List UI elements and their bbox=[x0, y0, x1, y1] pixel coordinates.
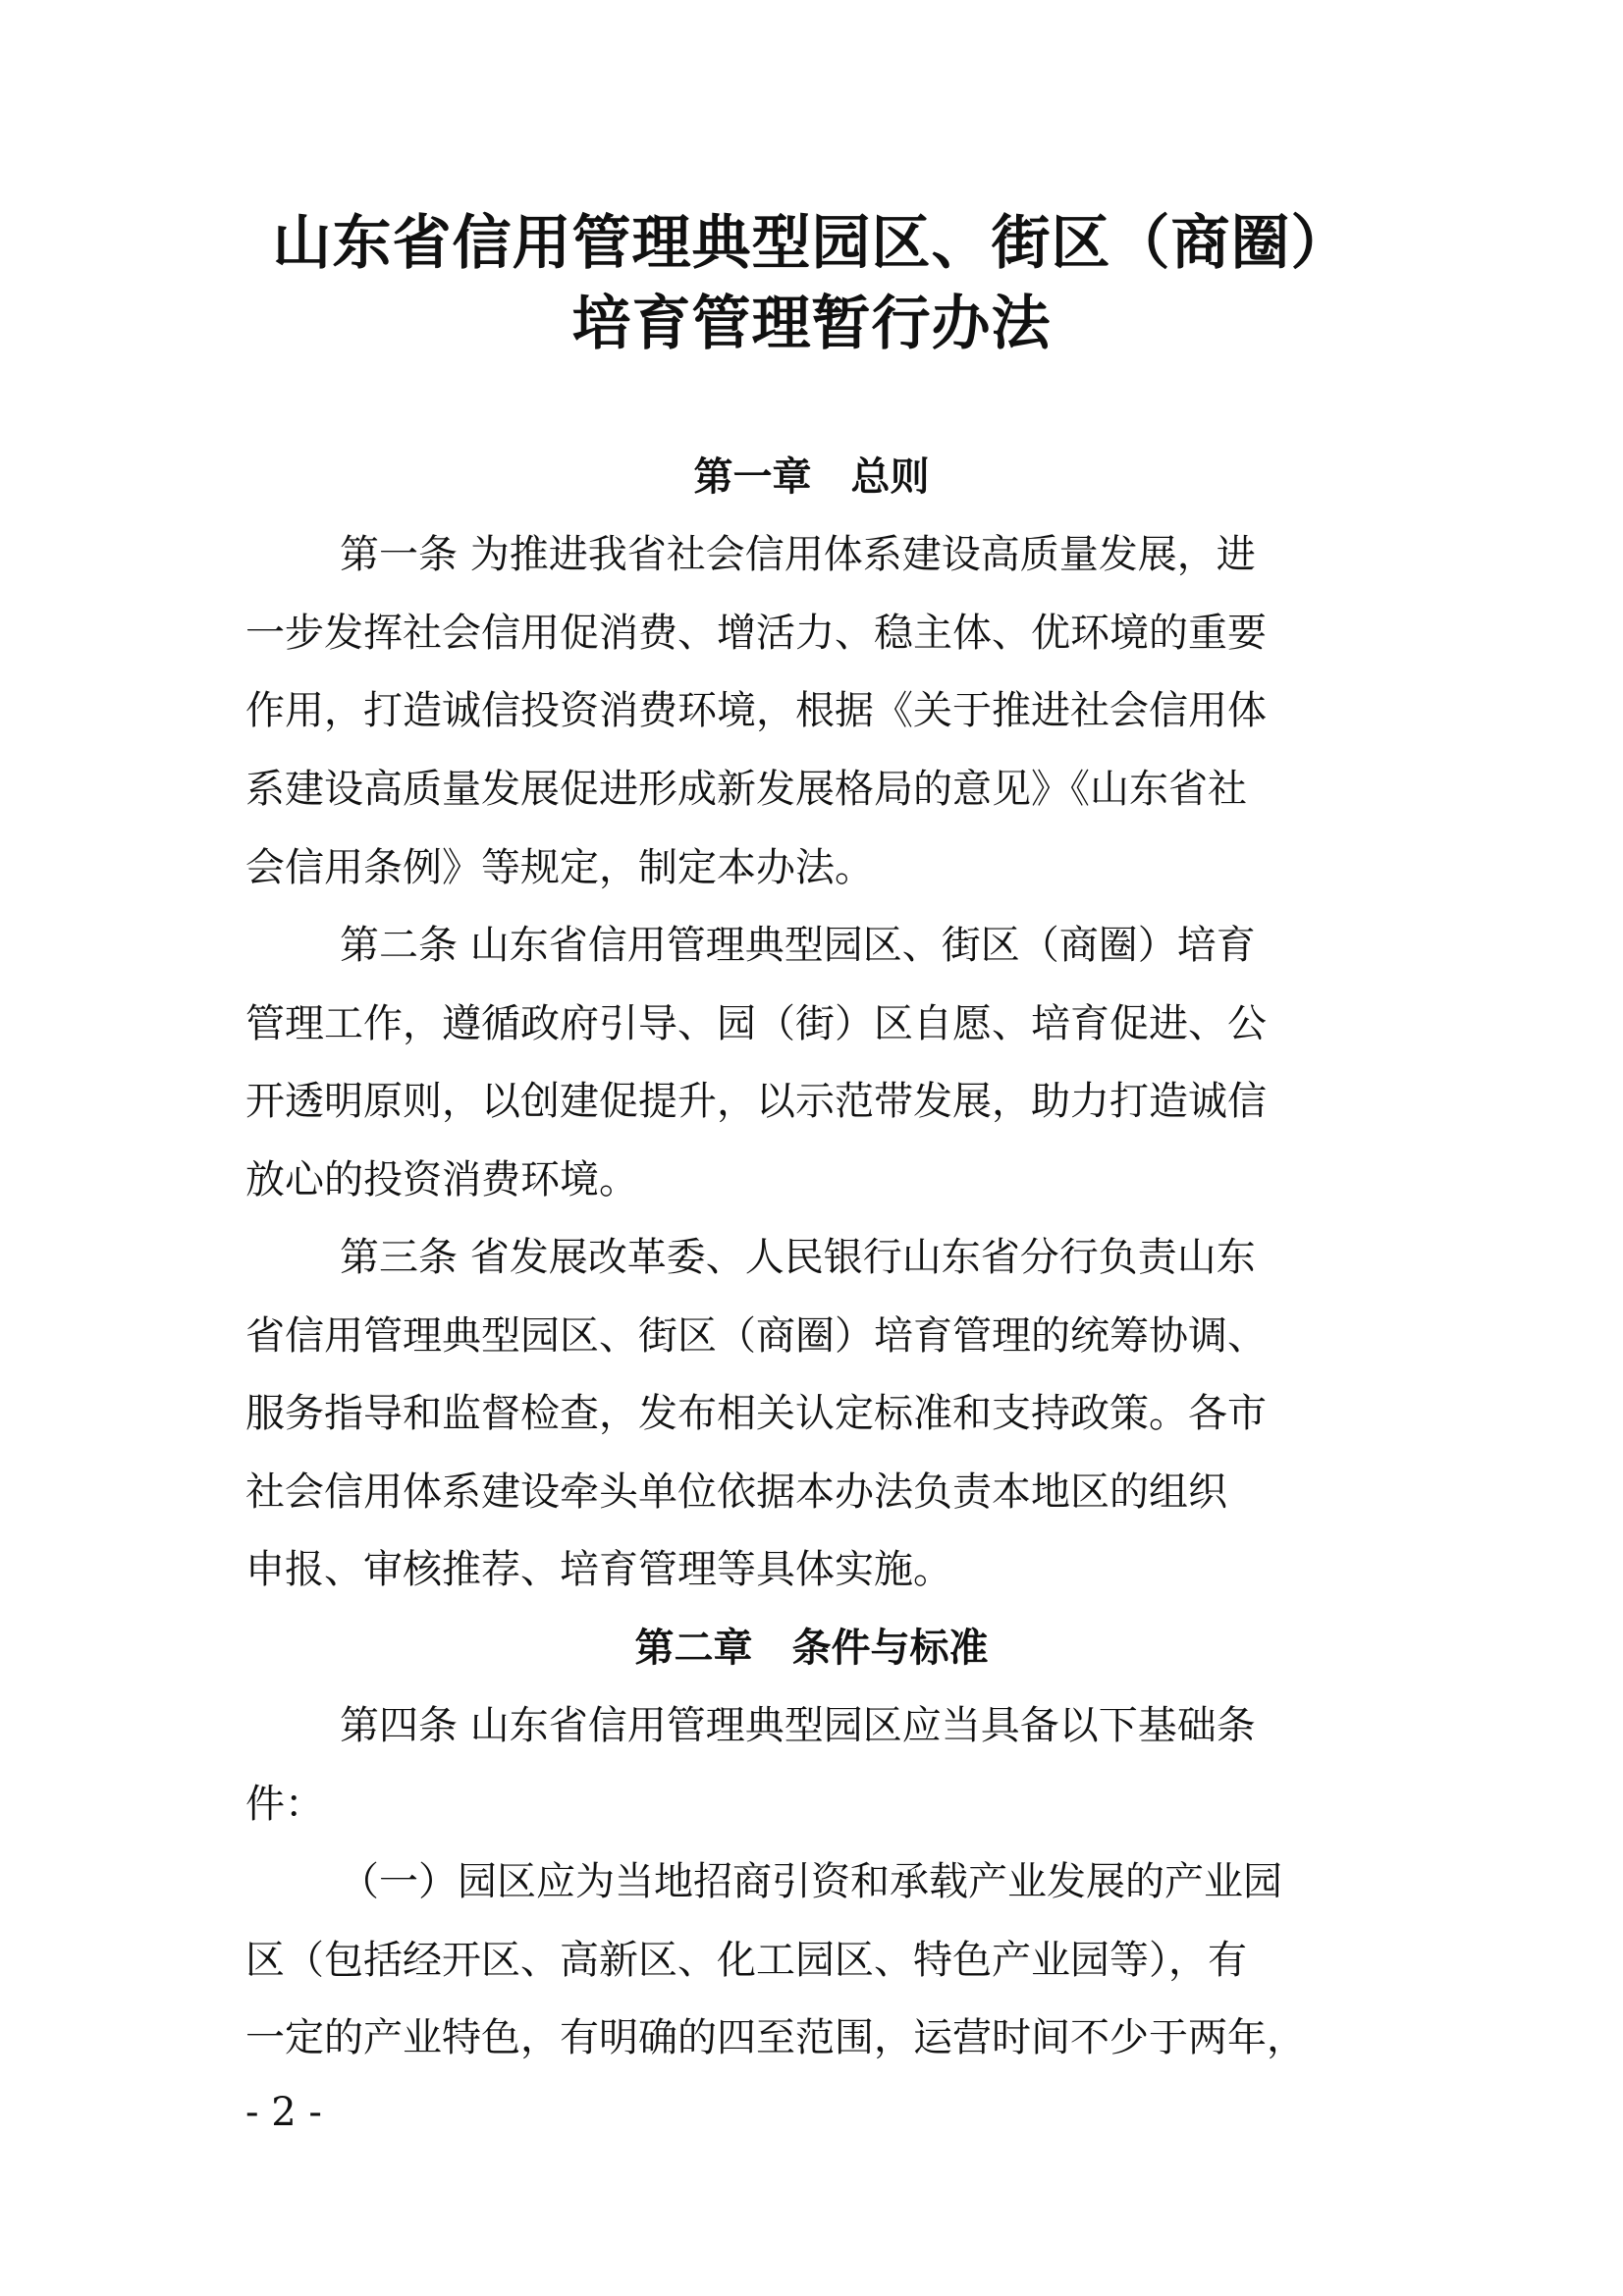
text-line: 第一条 为推进我省社会信用体系建设高质量发展，进 bbox=[340, 532, 1256, 577]
chapter-heading-2: 第二章 条件与标准 bbox=[634, 1626, 989, 1671]
text-line: 系建设高质量发展促进形成新发展格局的意见》《山东省社 bbox=[245, 767, 1247, 812]
text-line: 会信用条例》等规定，制定本办法。 bbox=[245, 845, 874, 890]
text-line: （一）园区应为当地招商引资和承载产业发展的产业园 bbox=[340, 1859, 1282, 1904]
text-line: 第三条 省发展改革委、人民银行山东省分行负责山东 bbox=[340, 1235, 1256, 1280]
text-line: 作用，打造诚信投资消费环境，根据《关于推进社会信用体 bbox=[245, 688, 1267, 733]
text-line: 区（包括经开区、高新区、化工园区、特色产业园等），有 bbox=[245, 1938, 1247, 1983]
text-line: 服务指导和监督检查，发布相关认定标准和支持政策。各市 bbox=[245, 1391, 1267, 1436]
text-line: 一步发挥社会信用促消费、增活力、稳主体、优环境的重要 bbox=[245, 611, 1267, 656]
text-line: 开透明原则，以创建促提升，以示范带发展，助力打造诚信 bbox=[245, 1079, 1267, 1124]
text-line: 省信用管理典型园区、街区（商圈）培育管理的统筹协调、 bbox=[245, 1313, 1267, 1359]
text-line: 第二条 山东省信用管理典型园区、街区（商圈）培育 bbox=[340, 923, 1256, 968]
document-title-line-1: 山东省信用管理典型园区、街区（商圈） bbox=[272, 209, 1351, 278]
text-line: 一定的产业特色，有明确的四至范围，运营时间不少于两年， bbox=[245, 2015, 1306, 2060]
text-line: 放心的投资消费环境。 bbox=[245, 1157, 638, 1202]
text-line: 第四条 山东省信用管理典型园区应当具备以下基础条 bbox=[340, 1703, 1256, 1748]
text-line: 管理工作，遵循政府引导、园（街）区自愿、培育促进、公 bbox=[245, 1001, 1267, 1046]
document-title-line-2: 培育管理暂行办法 bbox=[571, 290, 1052, 358]
chapter-heading-1: 第一章 总则 bbox=[693, 454, 930, 500]
page-number: - 2 - bbox=[245, 2090, 322, 2135]
text-line: 社会信用体系建设牵头单位依据本办法负责本地区的组织 bbox=[245, 1469, 1227, 1515]
text-line: 件： bbox=[245, 1782, 324, 1827]
text-line: 申报、审核推荐、培育管理等具体实施。 bbox=[245, 1547, 952, 1592]
